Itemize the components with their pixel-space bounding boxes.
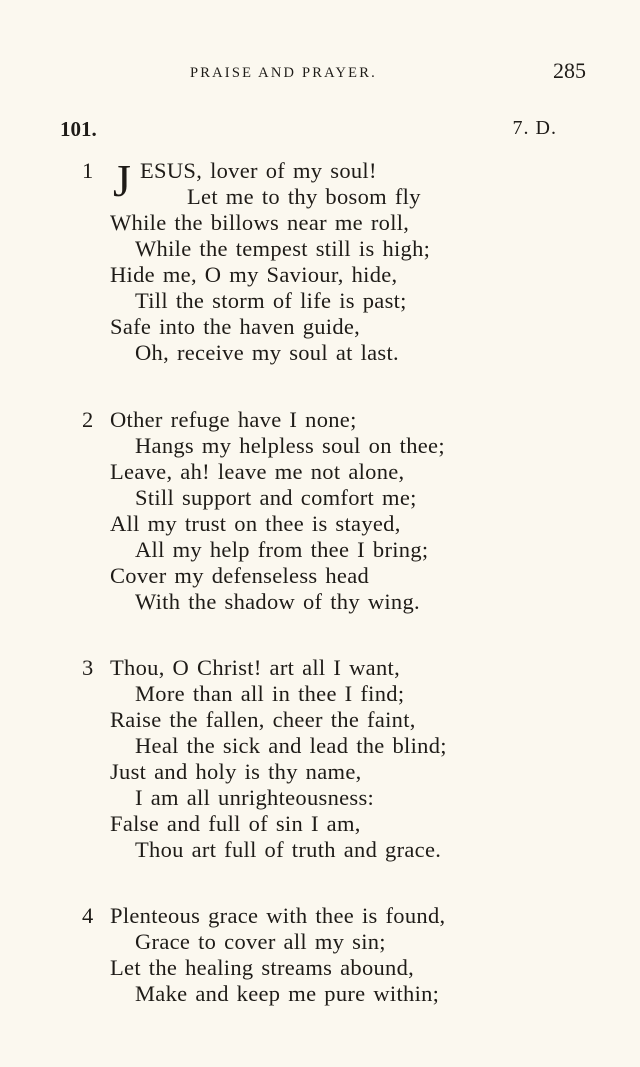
running-head: [0, 58, 640, 86]
verse-line: Other refuge have I none;: [110, 407, 357, 432]
stanza-3: [0, 655, 640, 865]
hymn-number: 101.: [60, 117, 97, 141]
verse-line: More than all in thee I find;: [135, 681, 405, 706]
verse-line: Plenteous grace with thee is found,: [110, 903, 446, 928]
verse-line: ESUS, lover of my soul!: [140, 158, 377, 183]
verse-line: Till the storm of life is past;: [135, 288, 407, 313]
verse-line: Hide me, O my Saviour, hide,: [110, 262, 398, 287]
drop-cap: J: [113, 155, 131, 206]
verse-line: Leave, ah! leave me not alone,: [110, 459, 405, 484]
verse-line: All my trust on thee is stayed,: [110, 511, 401, 536]
verse-line: Thou art full of truth and grace.: [135, 837, 442, 862]
verse-line: With the shadow of thy wing.: [135, 589, 420, 614]
verse-line: I am all unrighteousness:: [135, 785, 375, 810]
stanza-2: [0, 407, 640, 617]
verse-line: Cover my defenseless head: [110, 563, 370, 588]
verse-line: Thou, O Christ! art all I want,: [110, 655, 400, 680]
verse-line: Hangs my helpless soul on thee;: [135, 433, 445, 458]
verse-line: While the billows near me roll,: [110, 210, 410, 235]
verse-line: Just and holy is thy name,: [110, 759, 362, 784]
stanza-1: [0, 155, 640, 368]
hymn-meter: 7. D.: [512, 117, 557, 139]
verse-line: Let the healing streams abound,: [110, 955, 415, 980]
verse-line: False and full of sin I am,: [110, 811, 361, 836]
hymn-header: [0, 117, 640, 143]
verse-line: Safe into the haven guide,: [110, 314, 361, 339]
stanza-number: 3: [82, 655, 94, 680]
verse-line: Still support and comfort me;: [135, 485, 417, 510]
page-number: 285: [553, 58, 586, 83]
verse-line: Make and keep me pure within;: [135, 981, 440, 1006]
running-title: PRAISE AND PRAYER.: [190, 65, 377, 81]
stanza-4: [0, 903, 640, 1013]
verse-line: Heal the sick and lead the blind;: [135, 733, 447, 758]
stanza-number: 2: [82, 407, 94, 432]
verse-line: Oh, receive my soul at last.: [135, 340, 399, 365]
verse-line: While the tempest still is high;: [135, 236, 431, 261]
verse-line: All my help from thee I bring;: [135, 537, 429, 562]
verse-line: Let me to thy bosom fly: [187, 184, 421, 209]
verse-line: Grace to cover all my sin;: [135, 929, 386, 954]
verse-line: Raise the fallen, cheer the faint,: [110, 707, 416, 732]
stanza-number: 1: [82, 158, 94, 183]
stanza-number: 4: [82, 903, 94, 928]
